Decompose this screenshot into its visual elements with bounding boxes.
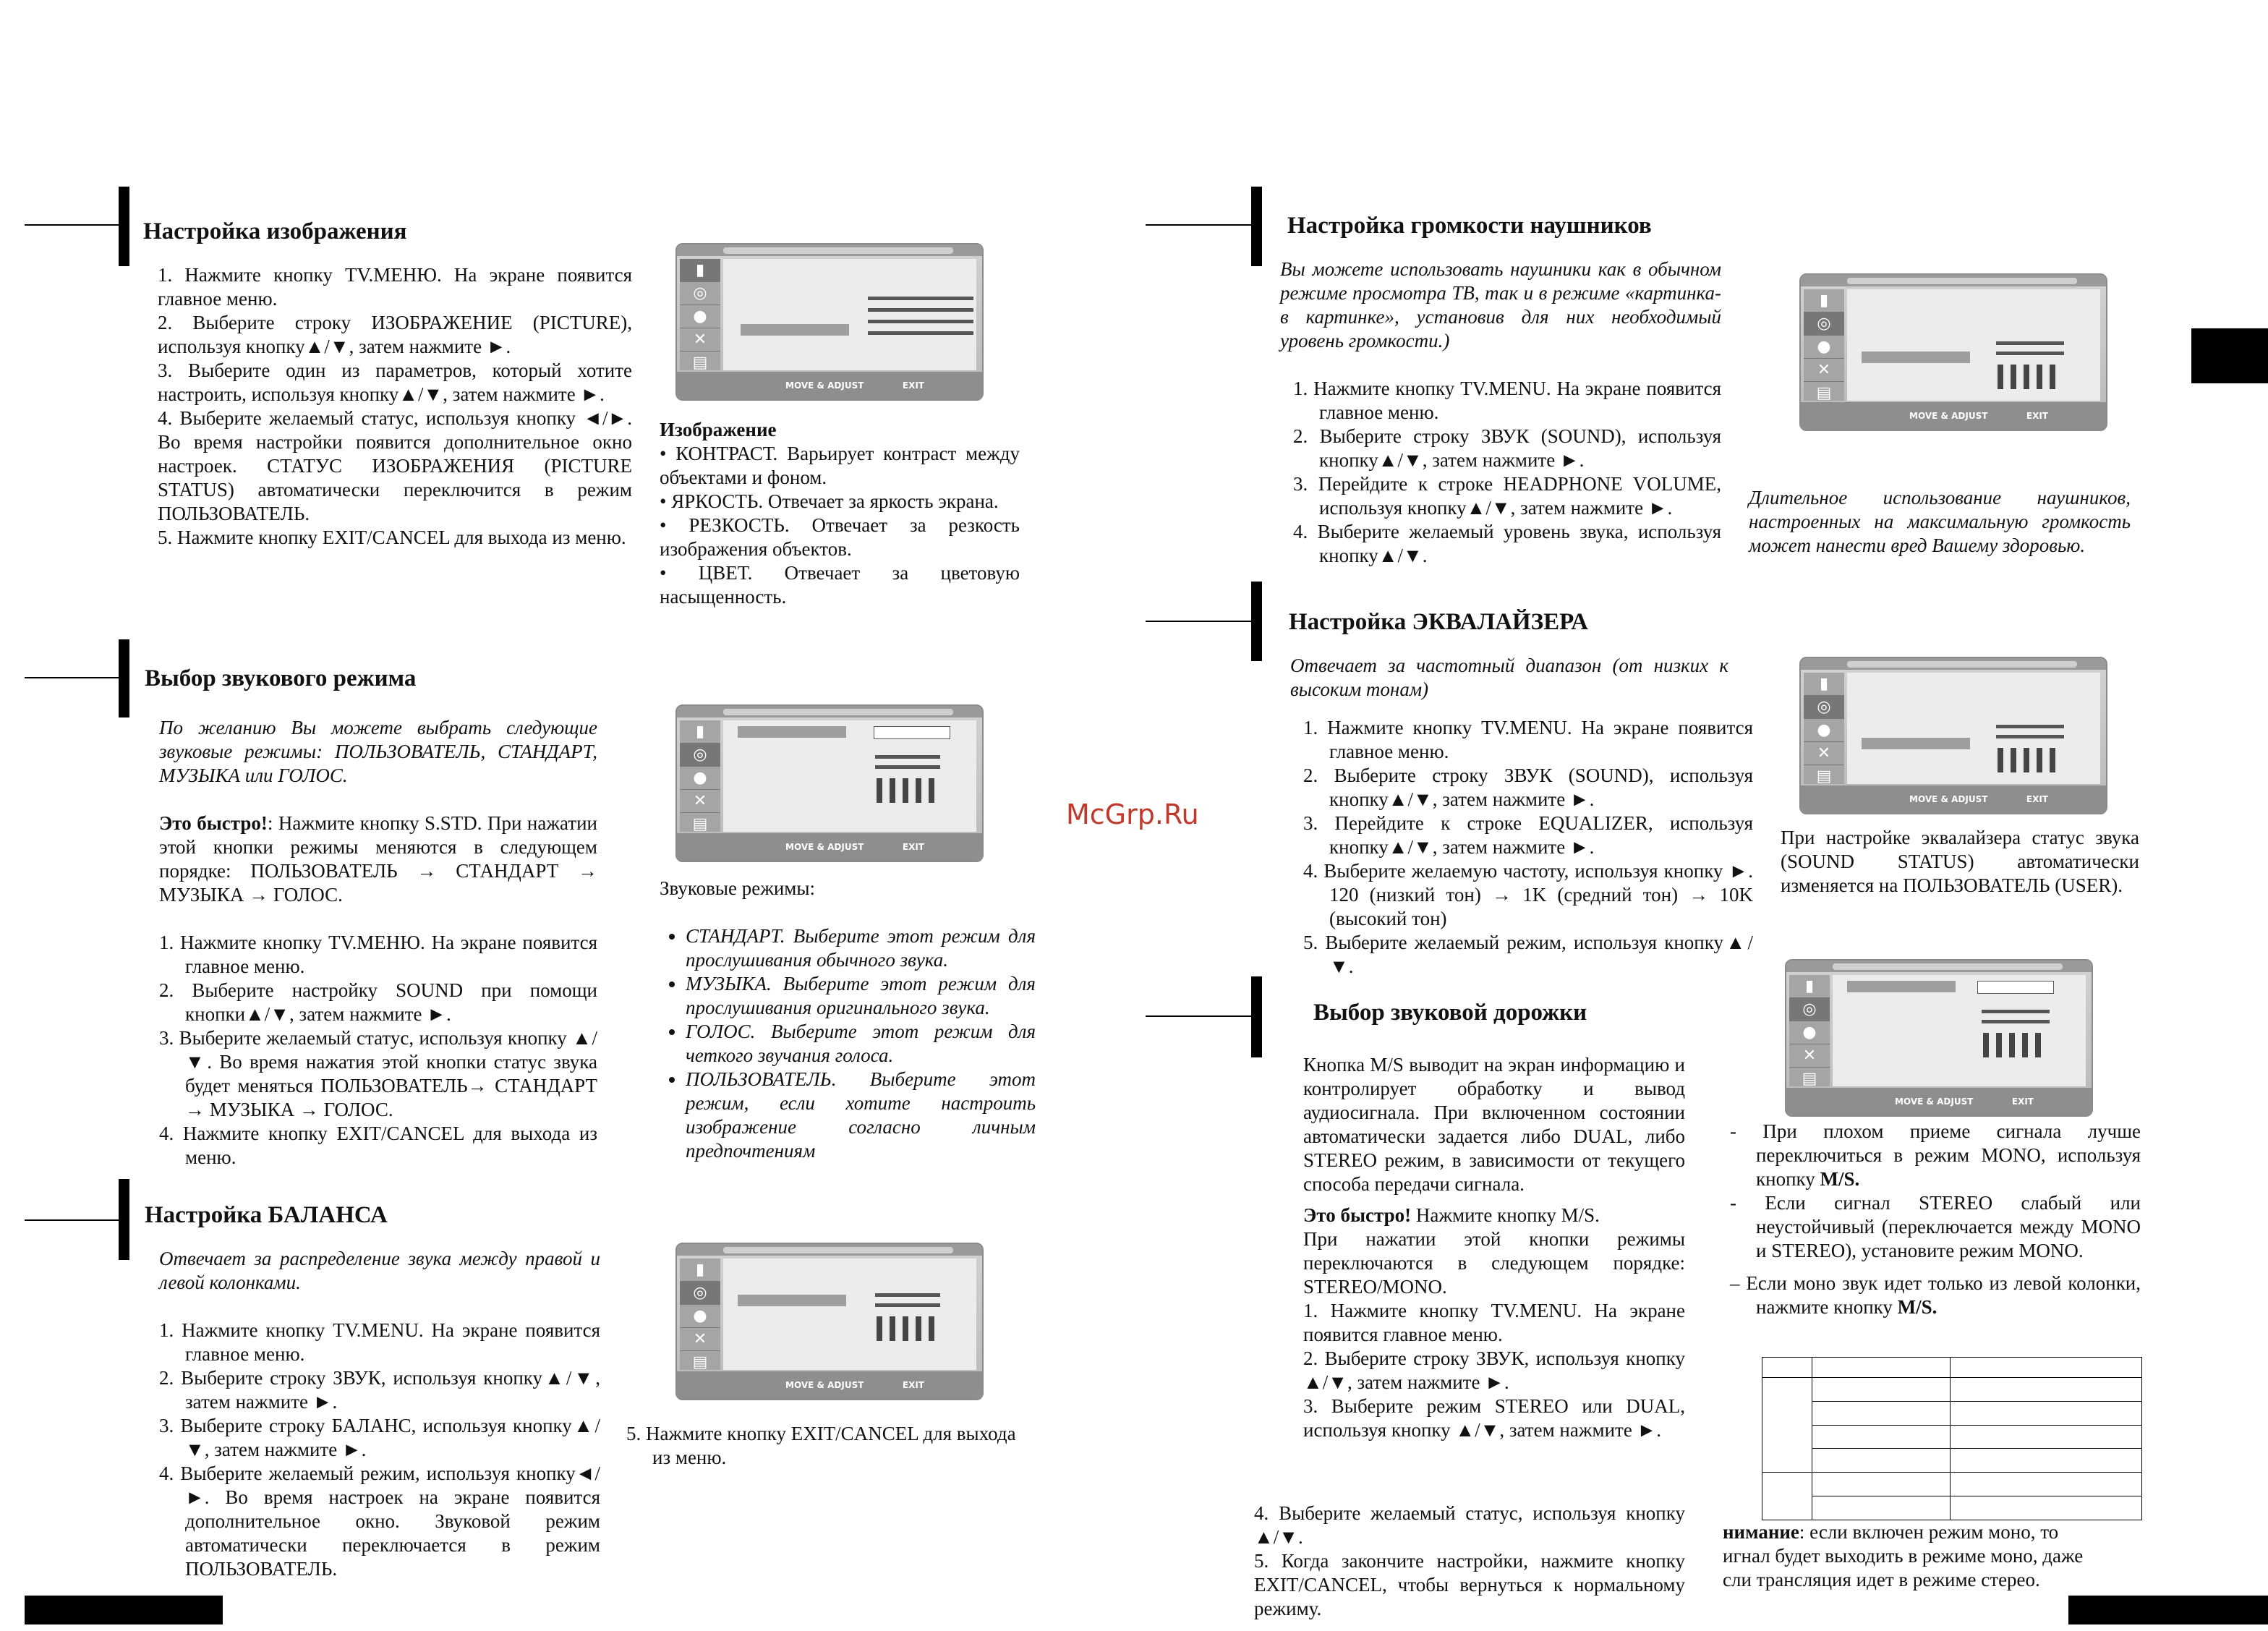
eq-slider: [2050, 748, 2055, 772]
picture-item: • ЯРКОСТЬ. Отвечает за яркость экрана.: [660, 490, 999, 512]
eq-slider: [890, 778, 895, 803]
mode-item: • МУЗЫКА. Выберите этот режим для прослушивания оригинального звука.: [686, 972, 1036, 1020]
screen-top: [677, 706, 982, 717]
move-adjust-label: MOVE & ADJUST: [785, 842, 864, 852]
level-bar: [1996, 352, 2064, 355]
channel-menu-icon: ▤: [680, 813, 720, 836]
menu-screenshot-equalizer: [1799, 657, 2107, 814]
step: 3. Выберите один из параметров, который хотите настроить, используя кнопку▲/▼, затем нажмите ►.: [158, 359, 632, 405]
footer-bar-right: [2068, 1596, 2268, 1624]
track-attention: [1723, 1520, 2141, 1592]
section-rule: [1146, 1015, 1251, 1017]
eq-slider: [929, 1316, 934, 1341]
picture-menu-icon: ▮: [1789, 975, 1830, 998]
quick-label: Это быстро!: [1303, 1204, 1412, 1226]
screen-topbar: [1847, 661, 2077, 668]
move-adjust-label: MOVE & ADJUST: [1895, 1096, 1974, 1107]
picture-menu-icon: ▮: [1804, 289, 1844, 312]
menu-highlight: [1862, 738, 1970, 749]
menu-sidebar: [1789, 975, 1830, 1086]
watermark: McGrp.Ru: [1066, 799, 1199, 830]
eq-slider: [929, 778, 934, 803]
level-bar: [875, 755, 940, 759]
eq-slider: [2011, 748, 2016, 772]
eq-slider: [903, 778, 908, 803]
step: 4. Выберите желаемый статус, используя кнопку ◄/►. Во время настройки появится дополнительное окно настроек. СТАТУС ИЗОБРАЖЕНИЯ (PICTURE STATUS) автоматически переключится в режим ПОЛЬЗОВАТЕЛЬ.: [158, 407, 632, 524]
picture-menu-icon: ▮: [1804, 673, 1844, 696]
step: 3. Выберите желаемый статус, используя кнопку ▲/▼. Во время нажатия этой кнопки статус звука будет меняться ПОЛЬЗОВАТЕЛЬ→ СТАНДАРТ → МУЗЫКА → ГОЛОС.: [159, 1027, 597, 1120]
step: 2. Выберите настройку SOUND при помощи кнопки▲/▼, затем нажмите ►.: [159, 979, 597, 1025]
step: 3. Перейдите к строке HEADPHONE VOLUME, используя кнопку▲/▼, затем нажмите ►.: [1293, 473, 1721, 519]
section-bar: [1251, 976, 1262, 1057]
section-title-headphone: Настройка громкости наушников: [1287, 213, 1652, 239]
mode-item: • СТАНДАРТ. Выберите этот режим для прослушивания обычного звука.: [686, 924, 1036, 972]
attention-label: нимание: [1723, 1521, 1799, 1543]
picture-menu-icon: ▮: [680, 259, 720, 282]
eq-slider: [877, 1316, 882, 1341]
sound-menu-icon: ◎: [680, 744, 720, 767]
exit-label: EXIT: [902, 380, 924, 391]
menu-panel: [723, 259, 976, 370]
screen-footer: [677, 372, 982, 399]
exit-label: EXIT: [2011, 1096, 2034, 1107]
quick-text: Нажмите кнопку M/S.: [1411, 1204, 1600, 1226]
step: 1. Нажмите кнопку TV.MENU. На экране появится главное меню.: [1303, 1300, 1685, 1345]
balance-step5: 5. Нажмите кнопку EXIT/CANCEL для выхода из меню.: [626, 1423, 1016, 1468]
step: 1. Нажмите кнопку TV.MENU. На экране появится главное меню.: [1293, 378, 1721, 423]
level-bar: [875, 1303, 940, 1307]
eq-slider: [2009, 1033, 2015, 1057]
eq-slider: [877, 778, 882, 803]
exit-label: EXIT: [902, 1380, 924, 1390]
attention-line: сли трансляция идет в режиме стерео.: [1723, 1569, 2040, 1590]
eq-slider: [916, 778, 921, 803]
menu-sidebar: [680, 259, 720, 370]
balance-text: [159, 1247, 600, 1581]
attention-line: нимание: если включен режим моно, то: [1723, 1521, 2059, 1543]
eq-slider: [1996, 1033, 2002, 1057]
picture-menu-icon: ▮: [680, 720, 720, 744]
tip-item: - Если сигнал STEREO слабый или неустойчивый (переключается между MONO и STEREO), установите режим MONO.: [1730, 1192, 2141, 1261]
eq-slider: [916, 1316, 921, 1341]
picture-item: • КОНТРАСТ. Варьирует контраст между объектами и фоном.: [660, 443, 1020, 488]
level-bar: [1996, 735, 2064, 738]
step: 3. Выберите строку БАЛАНС, используя кнопку▲/▼, затем нажмите ►.: [159, 1415, 600, 1460]
eq-slider: [2035, 1033, 2041, 1057]
attention-line: игнал будет выходить в режиме моно, даже: [1723, 1545, 2084, 1567]
eq-slider: [2011, 365, 2016, 389]
picture-steps: [158, 263, 632, 550]
eq-slider: [2024, 748, 2029, 772]
menu-screenshot-balance: [675, 1243, 984, 1400]
step: 3. Выберите режим STEREO или DUAL, используя кнопку ▲/▼, затем нажмите ►.: [1303, 1395, 1685, 1441]
timer-menu-icon: ●: [680, 767, 720, 790]
page-tab-marker: [2191, 328, 2268, 383]
picture-item: • РЕЗКОСТЬ. Отвечает за резкость изображения объектов.: [660, 514, 1020, 560]
menu-highlight: [738, 726, 846, 738]
picture-subtitle: Изображение: [660, 419, 777, 440]
section-bar: [119, 187, 129, 266]
screen-top: [677, 244, 982, 256]
level-bar: [875, 1293, 940, 1297]
step: 1. Нажмите кнопку TV.MENU. На экране появится главное меню.: [159, 1319, 600, 1365]
section-title-picture: Настройка изображения: [143, 218, 407, 244]
quick-label: Это быстро!: [159, 812, 268, 834]
tip-item: – Если моно звук идет только из левой колонки, нажмите кнопку M/S.: [1730, 1272, 2141, 1318]
step: 2. Выберите строку ЗВУК, используя кнопку▲/▼, затем нажмите ►.: [159, 1367, 600, 1413]
setup-menu-icon: ✕: [1789, 1044, 1830, 1068]
channel-menu-icon: ▤: [1789, 1068, 1830, 1091]
step: 4. Выберите желаемый уровень звука, используя кнопку▲/▼.: [1293, 521, 1721, 566]
menu-sidebar: [1804, 289, 1844, 401]
mode-item: • ГОЛОС. Выберите этот режим для четкого звучания голоса.: [686, 1020, 1036, 1068]
menu-screenshot-headphone: [1799, 273, 2107, 431]
sound-menu-icon: ◎: [1804, 312, 1844, 336]
modes-label: Звуковые режимы:: [660, 877, 816, 899]
screen-top: [1786, 961, 2092, 972]
exit-label: EXIT: [902, 842, 924, 852]
mode-item: • ПОЛЬЗОВАТЕЛЬ. Выберите этот режим, если хотите настроить изображение согласно личным предпочтениям: [686, 1068, 1036, 1163]
eq-slider: [903, 1316, 908, 1341]
step: 2. Выберите строку ЗВУК (SOUND), используя кнопку▲/▼, затем нажмите ►.: [1303, 765, 1753, 810]
eq-slider: [2037, 365, 2042, 389]
step: 4. Нажмите кнопку EXIT/CANCEL для выхода из меню.: [159, 1123, 597, 1168]
screen-footer: [677, 833, 982, 861]
menu-sidebar: [680, 720, 720, 832]
track-tips: [1730, 1120, 2141, 1319]
channel-menu-icon: ▤: [680, 1351, 720, 1374]
menu-screenshot-sound: [675, 704, 984, 862]
eq-slider: [1983, 1033, 1989, 1057]
equalizer-note: При настройке эквалайзера статус звука (SOUND STATUS) автоматически изменяется на ПОЛЬЗОВАТЕЛЬ (USER).: [1781, 827, 2139, 896]
section-rule: [25, 1219, 119, 1221]
screen-topbar: [1833, 963, 2063, 970]
screen-footer: [1801, 785, 2106, 813]
section-rule: [1146, 621, 1251, 622]
step: 4. Выберите желаемый режим, используя кнопку◄/►. Во время настроек на экране появится дополнительное окно. Звуковой режим автоматически переключается в режим ПОЛЬЗОВАТЕЛЬ.: [159, 1462, 600, 1580]
timer-menu-icon: ●: [1804, 336, 1844, 359]
footer-bar-left: [25, 1596, 223, 1624]
channel-menu-icon: ▤: [1804, 765, 1844, 788]
timer-menu-icon: ●: [680, 1305, 720, 1328]
step: 2. Выберите строку ЗВУК (SOUND), используя кнопку▲/▼, затем нажмите ►.: [1293, 425, 1721, 471]
setup-menu-icon: ✕: [680, 1328, 720, 1351]
step: 3. Перейдите к строке EQUALIZER, используя кнопку▲/▼, затем нажмите ►.: [1303, 812, 1753, 858]
eq-slider: [2024, 365, 2029, 389]
screen-footer: [1786, 1088, 2092, 1115]
screen-top: [1801, 275, 2106, 286]
eq-slider: [2050, 365, 2055, 389]
screen-topbar: [723, 1247, 953, 1253]
exit-label: EXIT: [2026, 411, 2048, 421]
level-bar: [868, 308, 973, 312]
eq-slider: [2037, 748, 2042, 772]
section-title-sound-mode: Выбор звукового режима: [145, 665, 417, 691]
tip-item: - При плохом приеме сигнала лучше переключиться в режим MONO, используя кнопку M/S.: [1730, 1120, 2141, 1190]
screen-topbar: [723, 247, 953, 254]
timer-menu-icon: ●: [680, 305, 720, 328]
sound-mode-intro: По желанию Вы можете выбрать следующие звуковые режимы: ПОЛЬЗОВАТЕЛЬ, СТАНДАРТ, МУЗЫКА или ГОЛОС.: [159, 717, 597, 786]
level-bar: [1982, 1020, 2050, 1023]
step: 2. Выберите строку ИЗОБРАЖЕНИЕ (PICTURE), используя кнопку▲/▼, затем нажмите ►.: [158, 312, 632, 357]
level-bar: [875, 765, 940, 769]
picture-item: • ЦВЕТ. Отвечает за цветовую насыщенность.: [660, 562, 1020, 608]
track-intro: Кнопка M/S выводит на экран информацию и контролирует обработку и вывод аудиосигнала. При включенном состоянии автоматически задается либо DUAL, либо STEREO режим, в зависимости от текущего способа передачи сигнала.: [1303, 1054, 1685, 1195]
level-bar: [1996, 725, 2064, 728]
step: 5. Когда закончите настройки, нажмите кнопку EXIT/CANCEL, чтобы вернуться к нормальному режиму.: [1254, 1550, 1685, 1619]
section-bar: [1251, 187, 1262, 266]
step: 1. Нажмите кнопку TV.МЕНЮ. На экране появится главное меню.: [159, 932, 597, 977]
picture-items: [660, 418, 1020, 609]
sound-menu-icon: ◎: [1789, 998, 1830, 1021]
track-steps-b: [1254, 1502, 1685, 1621]
menu-highlight: [741, 324, 849, 336]
eq-slider: [890, 1316, 895, 1341]
setup-menu-icon: ✕: [1804, 359, 1844, 382]
menu-screenshot-track: [1785, 959, 2093, 1117]
screen-topbar: [723, 709, 953, 715]
move-adjust-label: MOVE & ADJUST: [785, 380, 864, 391]
section-title-track: Выбор звуковой дорожки: [1313, 1000, 1587, 1026]
level-bar: [868, 320, 973, 323]
headphone-intro: Вы можете использовать наушники как в обычном режиме просмотра ТВ, так и в режиме «картинка-в картинке», установив для них необходимый уровень громкости.): [1280, 258, 1721, 352]
picture-menu-icon: ▮: [680, 1259, 720, 1282]
section-bar: [119, 639, 129, 717]
setup-menu-icon: ✕: [1804, 742, 1844, 765]
section-rule: [1146, 224, 1251, 226]
level-bar: [1996, 341, 2064, 345]
step: 4. Выберите желаемую частоту, используя кнопку ►. 120 (низкий тон) → 1K (средний тон) → 10K (высокий тон): [1303, 860, 1753, 929]
menu-screenshot-picture: [675, 243, 984, 401]
section-title-equalizer: Настройка ЭКВАЛАЙЗЕРА: [1289, 609, 1588, 635]
section-bar: [119, 1179, 129, 1260]
timer-menu-icon: ●: [1804, 719, 1844, 742]
sound-menu-icon: ◎: [680, 282, 720, 305]
channel-menu-icon: ▤: [1804, 382, 1844, 405]
screen-top: [1801, 658, 2106, 670]
step: 5. Нажмите кнопку EXIT/CANCEL для выхода из меню.: [158, 527, 626, 548]
setup-menu-icon: ✕: [680, 328, 720, 352]
channel-menu-icon: ▤: [680, 352, 720, 375]
track-quick-more: При нажатии этой кнопки режимы переключаются в следующем порядке: STEREO/MONO.: [1303, 1228, 1685, 1298]
track-quick: [1303, 1204, 1685, 1227]
exit-label: EXIT: [2026, 794, 2048, 804]
sound-mode-text: [159, 716, 597, 1170]
screen-top: [677, 1244, 982, 1256]
move-adjust-label: MOVE & ADJUST: [1909, 411, 1988, 421]
menu-highlight: [1847, 981, 1956, 992]
equalizer-intro: Отвечает за частотный диапазон (от низких к высоким тонам): [1290, 655, 1728, 700]
menu-highlight: [738, 1295, 846, 1306]
sound-modes: [660, 877, 1036, 1163]
screen-footer: [1801, 402, 2106, 430]
move-adjust-label: MOVE & ADJUST: [1909, 794, 1988, 804]
equalizer-text: [1290, 654, 1753, 979]
timer-menu-icon: ●: [1789, 1021, 1830, 1044]
mode-table: [1762, 1357, 2142, 1520]
step: 1. Нажмите кнопку TV.МЕНЮ. На экране появится главное меню.: [158, 264, 632, 310]
section-rule: [25, 677, 119, 678]
step: 2. Выберите строку ЗВУК, используя кнопку ▲/▼, затем нажмите ►.: [1303, 1347, 1685, 1393]
quick-text: : Нажмите кнопку S.STD. При нажатии этой кнопки режимы меняются в следующем порядке: ПОЛЬЗОВАТЕЛЬ → СТАНДАРТ → МУЗЫКА → ГОЛОС.: [159, 812, 597, 906]
screen-topbar: [1847, 278, 2077, 284]
step: 5. Выберите желаемый режим, используя кнопку▲/▼.: [1303, 932, 1753, 977]
menu-sidebar: [680, 1259, 720, 1370]
status-box: [874, 726, 950, 739]
status-box: [1977, 981, 2054, 994]
section-bar: [1251, 582, 1262, 661]
track-text: [1303, 1053, 1685, 1442]
menu-panel: [723, 1259, 976, 1370]
menu-panel: [1847, 289, 2100, 401]
level-bar: [1982, 1010, 2050, 1013]
sound-menu-icon: ◎: [680, 1282, 720, 1305]
level-bar: [868, 331, 973, 335]
headphone-warning: Длительное использование наушников, настроенных на максимальную громкость может нанести вред Вашему здоровью.: [1749, 487, 2131, 556]
headphone-text: [1280, 257, 1721, 568]
eq-slider: [2022, 1033, 2028, 1057]
eq-slider: [1998, 748, 2003, 772]
section-rule: [25, 224, 119, 226]
step: 4. Выберите желаемый статус, используя кнопку ▲/▼.: [1254, 1502, 1685, 1548]
section-title-balance: Настройка БАЛАНСА: [145, 1202, 388, 1228]
sound-menu-icon: ◎: [1804, 696, 1844, 719]
menu-panel: [1847, 673, 2100, 784]
balance-intro: Отвечает за распределение звука между правой и левой колонками.: [159, 1248, 600, 1293]
move-adjust-label: MOVE & ADJUST: [785, 1380, 864, 1390]
setup-menu-icon: ✕: [680, 790, 720, 813]
sound-mode-quick: [159, 812, 597, 907]
screen-footer: [677, 1371, 982, 1399]
level-bar: [868, 297, 973, 300]
menu-highlight: [1862, 352, 1970, 363]
menu-panel: [1833, 975, 2086, 1086]
step: 1. Нажмите кнопку TV.MENU. На экране появится главное меню.: [1303, 717, 1753, 762]
menu-panel: [723, 720, 976, 832]
eq-slider: [1998, 365, 2003, 389]
menu-sidebar: [1804, 673, 1844, 784]
